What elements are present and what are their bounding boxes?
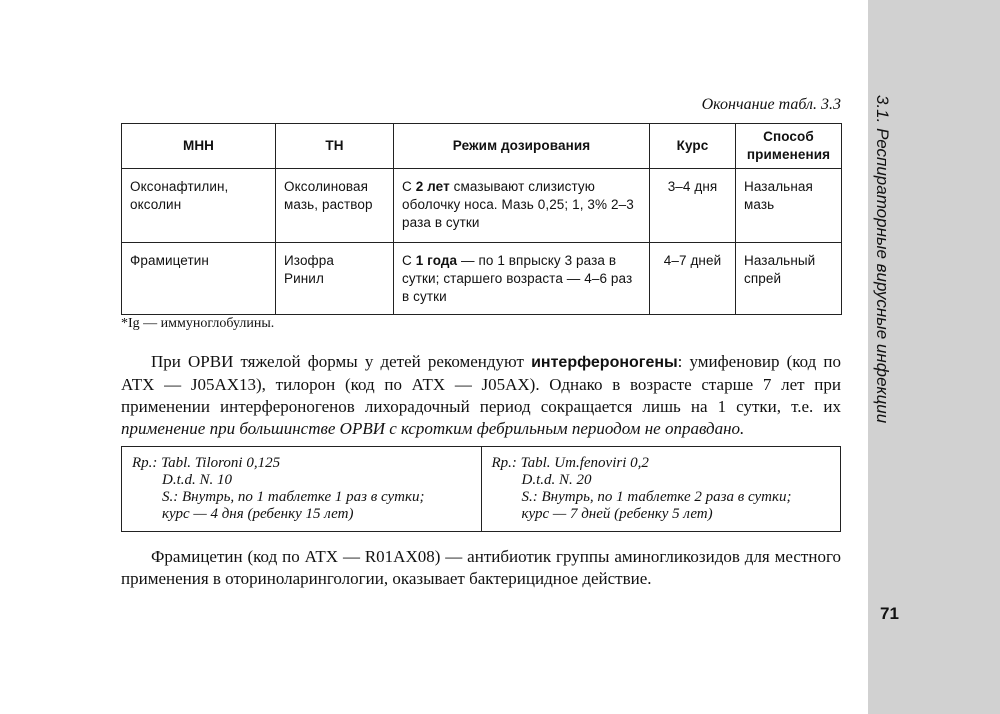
drug-table: [121, 123, 842, 315]
table-caption: Окончание табл. 3.3: [701, 96, 841, 113]
cell-mnn: Оксонафтилин, оксолин: [122, 169, 276, 243]
page-number: 71: [880, 604, 899, 623]
table-footnote: *Ig — иммуноглобулины.: [121, 316, 275, 331]
header-dosage: Режим дозирования: [394, 124, 650, 169]
cell-method: Назальный спрей: [736, 243, 842, 315]
paragraph-framycetin: Фрамицетин (код по АТХ — R01AX08) — антибиотик группы аминогликозидов для местного применения в оториноларингологии, оказывает бактерицидное действие.: [121, 547, 841, 588]
cell-tn: Изофра Ринил: [276, 243, 394, 315]
cell-mnn: Фрамицетин: [122, 243, 276, 315]
table-row: [122, 169, 842, 243]
table-header-row: [122, 124, 842, 169]
header-method: Способ применения: [736, 124, 842, 169]
prescription-tiloron: Rp.: Tabl. Tiloroni 0,125 D.t.d. N. 10 S.: Внутрь, по 1 таблетке 1 раз в сутки; курс — 4 дня (ребенку 15 лет): [132, 455, 425, 522]
cell-dosage: С 2 лет смазывают слизистую оболочку носа. Мазь 0,25; 1, 3% 2–3 раза в сутки: [394, 169, 650, 243]
cell-dosage: С 1 года — по 1 впрыску 3 раза в сутки; старшего возраста — 4–6 раз в сутки: [394, 243, 650, 315]
table-row: [122, 243, 842, 315]
cell-method: Назальная мазь: [736, 169, 842, 243]
header-course: Курс: [650, 124, 736, 169]
cell-course: 4–7 дней: [650, 243, 736, 315]
prescription-box: [121, 446, 841, 532]
cell-course: 3–4 дня: [650, 169, 736, 243]
header-tn: ТН: [276, 124, 394, 169]
paragraph-interferonogens: При ОРВИ тяжелой формы у детей рекомендуют интерфероногены: умифеновир (код по АТХ — J05AX13), тилорон (код по АТХ — J05AX). Однако в возрасте старше 7 лет при применении интерфероногенов лихорадочный период сокращается лишь на 1 сутки, т.е. их применение при большинстве ОРВИ с ксротким фебрильным периодом не оправдано.: [121, 352, 842, 438]
prescription-umifenovir: Rp.: Tabl. Um.fenoviri 0,2 D.t.d. N. 20 S.: Внутрь, по 1 таблетке 2 раза в сутки; курс — 7 дней (ребенку 5 лет): [481, 447, 841, 531]
header-mnn: МНН: [122, 124, 276, 169]
cell-tn: Оксолиновая мазь, раствор: [276, 169, 394, 243]
section-title: 3.1. Респираторные вирусные инфекции: [873, 95, 892, 424]
